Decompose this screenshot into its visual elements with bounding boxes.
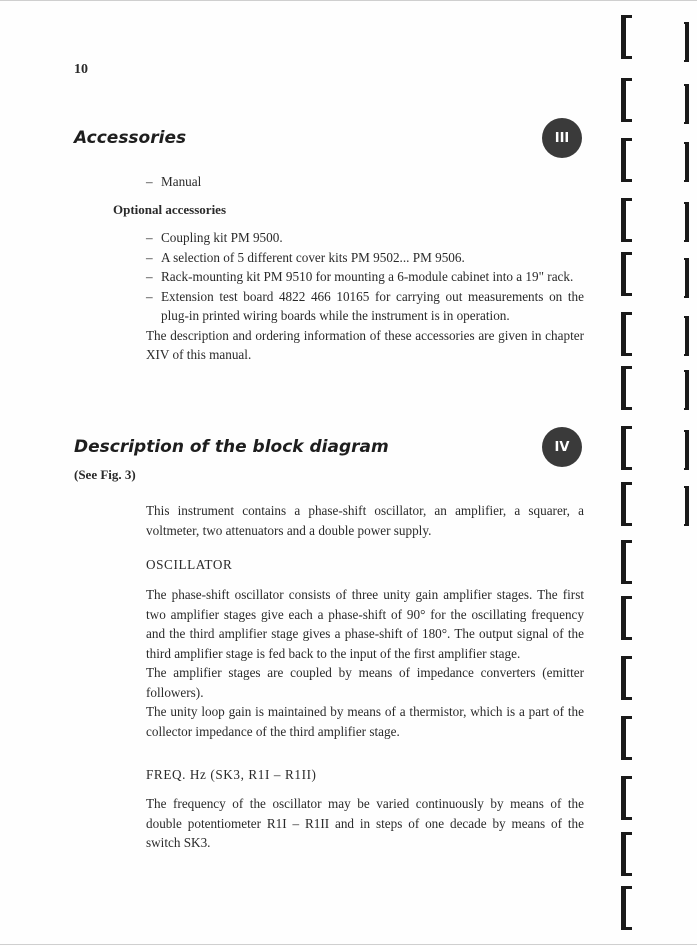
list-item: – Coupling kit PM 9500. [146,228,584,248]
section-badge-iv: IV [542,427,582,467]
binder-bracket [621,776,632,820]
optional-accessories-heading: Optional accessories [113,202,227,217]
binder-bracket [684,84,689,124]
binder-bracket [621,832,632,876]
optional-accessories-list [146,228,584,326]
binder-bracket [621,252,632,296]
paragraph: The frequency of the oscillator may be varied continuously by means of the double potentiometer R1I – R1II and in steps of one decade by means of the switch SK3. [146,796,584,850]
binder-bracket [684,258,689,298]
block-diagram-heading: Description of the block diagram [74,437,389,457]
page-top-edge [0,0,697,1]
optional-accessories-block [146,228,584,365]
binder-bracket [621,15,632,59]
binder-bracket [621,138,632,182]
binder-bracket [621,78,632,122]
binder-bracket [684,430,689,470]
page-bottom-edge [0,944,697,945]
list-item: – Extension test board 4822 466 10165 for carrying out measurements on the plug-in printed wiring boards while the instrument is in operation. [146,287,584,326]
accessories-list [146,172,584,192]
binder-bracket [621,198,632,242]
binder-bracket [684,22,689,62]
oscillator-text [146,585,584,741]
freq-heading: FREQ. Hz (SK3, R1I – R1II) [146,767,317,782]
binder-marks [621,0,691,946]
binder-bracket [621,716,632,760]
binder-bracket [684,202,689,242]
binder-bracket [684,486,689,526]
intro-paragraph: This instrument contains a phase-shift oscillator, an amplifier, a squarer, a voltmeter, two attenuators and a double power supply. [146,503,584,538]
paragraph: The phase-shift oscillator consists of three unity gain amplifier stages. The first two amplifier stages give each a phase-shift of 90° for the oscillating frequency and the third amplifier stage gives a phase-shift of 180°. The output signal of the third amplifier stage is fed back to the input of the first amplifier stage. [146,587,584,661]
accessories-heading: Accessories [74,128,187,148]
oscillator-heading: OSCILLATOR [146,557,233,572]
freq-text [146,794,584,853]
binder-bracket [621,540,632,584]
binder-bracket [621,426,632,470]
paragraph: The amplifier stages are coupled by means of impedance converters (emitter followers). [146,665,584,700]
binder-bracket [621,482,632,526]
binder-bracket [621,886,632,930]
block-diagram-intro [146,501,584,540]
section-badge-iii: III [542,118,582,158]
binder-bracket [684,316,689,356]
binder-bracket [621,312,632,356]
figure-reference: (See Fig. 3) [74,467,136,482]
binder-bracket [684,142,689,182]
paragraph: The unity loop gain is maintained by means of a thermistor, which is a part of the collector impedance of the third amplifier stage. [146,704,584,739]
binder-bracket [621,596,632,640]
binder-bracket [684,370,689,410]
list-item: – A selection of 5 different cover kits PM 9502... PM 9506. [146,248,584,268]
binder-bracket [621,366,632,410]
list-item: – Manual [146,172,584,192]
accessories-note: The description and ordering information of these accessories are given in chapter XIV of this manual. [146,327,584,362]
binder-bracket [621,656,632,700]
list-item: – Rack-mounting kit PM 9510 for mounting a 6-module cabinet into a 19" rack. [146,267,584,287]
page-number: 10 [74,62,88,77]
